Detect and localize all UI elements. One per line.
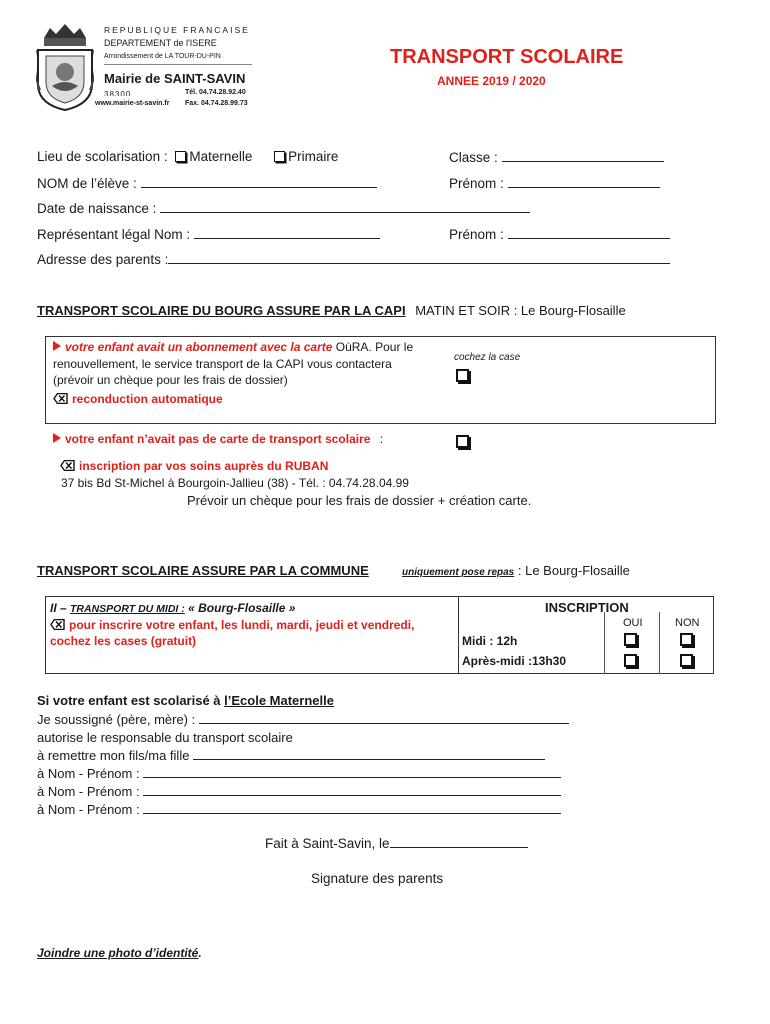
nom-eleve-field[interactable] <box>141 175 377 188</box>
date-field[interactable] <box>390 835 528 848</box>
website-link[interactable]: www.mairie-st-savin.fr <box>95 100 170 107</box>
representant-label: Représentant légal Nom : <box>37 227 191 242</box>
midi-prefix: II – <box>50 601 71 615</box>
maternelle-checkbox[interactable] <box>175 151 186 162</box>
opt1-line1: OùRA. Pour le <box>332 340 414 354</box>
non-header: NON <box>675 617 700 629</box>
nom-prenom-label-3: à Nom - Prénom : <box>37 802 140 817</box>
checked-box-icon <box>50 618 65 629</box>
date-naissance-field[interactable] <box>160 200 530 213</box>
opt2-text: votre enfant n’avait pas de carte de transport scolaire <box>65 432 371 446</box>
fait-label: Fait à Saint-Savin, le <box>265 836 390 851</box>
nom-prenom-label-2: à Nom - Prénom : <box>37 784 140 799</box>
fax-number: Fax. 04.74.28.99.73 <box>185 100 248 107</box>
remettre-label: à remettre mon fils/ma fille <box>37 748 190 763</box>
cochez-label: cochez la case <box>454 352 521 363</box>
mairie-name: Mairie de SAINT-SAVIN <box>104 71 246 86</box>
capi-heading: TRANSPORT SCOLAIRE DU BOURG ASSURE PAR LA CAPI <box>37 303 406 318</box>
opt2-checkbox[interactable] <box>456 435 469 448</box>
apres-midi-row-label: Après-midi :13h30 <box>462 654 567 668</box>
date-naissance-label: Date de naissance : <box>37 201 157 216</box>
midi-oui-checkbox[interactable] <box>624 633 637 646</box>
commune-note-suffix: : Le Bourg-Flosaille <box>517 563 630 578</box>
midi-title: TRANSPORT DU MIDI : <box>70 603 185 615</box>
opt1-checkbox[interactable] <box>456 369 469 382</box>
reconduction-text: reconduction automatique <box>72 391 223 406</box>
maternelle-heading: Si votre enfant est scolarisé à <box>37 693 225 708</box>
commune-note: uniquement pose repas <box>402 567 515 578</box>
apres-midi-non-checkbox[interactable] <box>680 654 693 667</box>
coat-of-arms-icon <box>36 20 94 112</box>
arrondissement-label: Arrondissement de LA TOUR-DU-PIN <box>104 53 221 60</box>
opt1-line3: (prévoir un chèque pour les frais de dossier) <box>53 373 288 387</box>
photo-text: Joindre une photo d’identité <box>37 946 199 960</box>
opt1-line2: renouvellement, le service transport de la CAPI vous contactera <box>53 356 392 371</box>
nom-prenom-label-1: à Nom - Prénom : <box>37 766 140 781</box>
classe-field[interactable] <box>502 149 664 162</box>
ruban-address: 37 bis Bd St-Michel à Bourgoin-Jallieu (38) - Tél. : 04.74.28.04.99 <box>61 476 409 490</box>
adresse-field[interactable] <box>168 251 670 264</box>
republic-label: REPUBLIQUE FRANCAISE <box>104 25 250 35</box>
prenom-eleve-field[interactable] <box>508 175 660 188</box>
classe-label: Classe : <box>449 150 498 165</box>
soussigne-field[interactable] <box>199 711 569 724</box>
prenom-eleve-label: Prénom : <box>449 176 504 191</box>
oui-header: OUI <box>623 617 643 629</box>
page-title: TRANSPORT SCOLAIRE <box>390 46 624 68</box>
nom-eleve-label: NOM de l’élève : <box>37 176 137 191</box>
inscription-header: INSCRIPTION <box>545 600 629 615</box>
soussigne-label: Je soussigné (père, mère) : <box>37 712 196 727</box>
midi-place: « Bourg-Flosaille » <box>184 601 296 615</box>
opt2-colon: : <box>379 432 384 446</box>
apres-midi-oui-checkbox[interactable] <box>624 654 637 667</box>
maternelle-heading-link: l’Ecole Maternelle <box>224 693 334 708</box>
department-label: DEPARTEMENT de l'ISERE <box>104 38 217 48</box>
ruban-text: inscription par vos soins auprès du RUBAN <box>79 459 329 473</box>
representant-nom-field[interactable] <box>194 226 380 239</box>
checked-box-icon <box>53 392 68 403</box>
prevoir-text: Prévoir un chèque pour les frais de dossier + création carte. <box>187 493 532 508</box>
midi-row-label: Midi : 12h <box>462 634 518 648</box>
postcode: 38300 <box>104 90 132 96</box>
representant-prenom-field[interactable] <box>508 226 670 239</box>
commune-heading: TRANSPORT SCOLAIRE ASSURE PAR LA COMMUNE <box>37 563 369 578</box>
midi-text1: pour inscrire votre enfant, les lundi, mardi, jeudi et vendredi, <box>69 618 415 632</box>
photo-dot: . <box>198 946 202 960</box>
primaire-checkbox[interactable] <box>274 151 285 162</box>
tel-number: Tél. 04.74.28.92.40 <box>185 89 246 96</box>
capi-heading-suffix: MATIN ET SOIR : Le Bourg-Flosaille <box>415 303 626 318</box>
signature-label: Signature des parents <box>311 871 444 886</box>
school-year: ANNEE 2019 / 2020 <box>437 74 546 88</box>
primaire-label: Primaire <box>288 149 339 164</box>
arrow-icon <box>53 433 61 443</box>
nom-prenom-field-3[interactable] <box>143 801 561 814</box>
autorise-text: autorise le responsable du transport scolaire <box>37 730 293 745</box>
nom-prenom-field-2[interactable] <box>143 783 561 796</box>
adresse-label: Adresse des parents : <box>37 252 169 267</box>
midi-text2: cochez les cases (gratuit) <box>50 634 197 648</box>
remettre-field[interactable] <box>193 747 545 760</box>
arrow-icon <box>53 341 61 351</box>
midi-non-checkbox[interactable] <box>680 633 693 646</box>
opt1-red-text: votre enfant avait un abonnement avec la carte <box>65 340 333 354</box>
maternelle-label: Maternelle <box>189 149 253 164</box>
lieu-label: Lieu de scolarisation : <box>37 149 168 164</box>
representant-prenom-label: Prénom : <box>449 227 504 242</box>
checked-box-icon <box>60 460 75 471</box>
nom-prenom-field-1[interactable] <box>143 765 561 778</box>
